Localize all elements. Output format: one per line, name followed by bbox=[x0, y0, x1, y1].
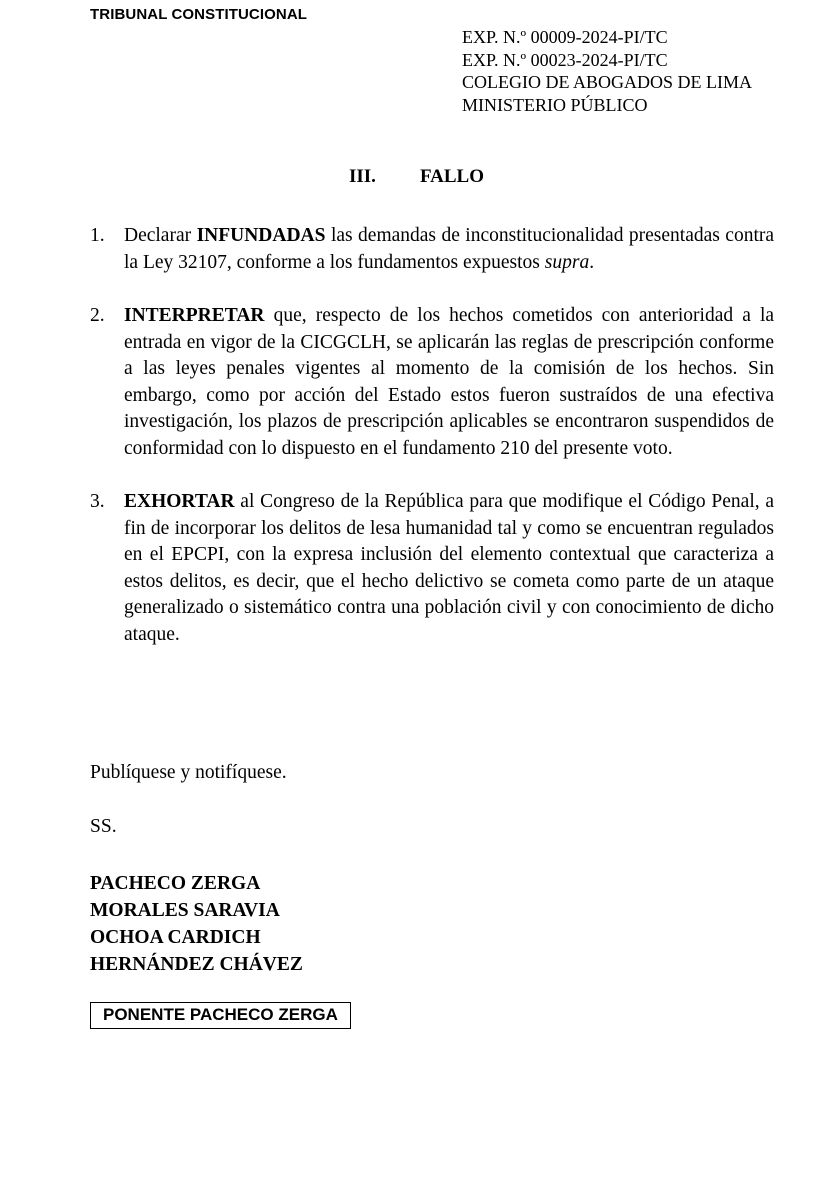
ruling-item bbox=[90, 489, 774, 648]
ruling-item-keyword: INFUNDADAS bbox=[196, 225, 326, 246]
signatures-abbrev: SS. bbox=[90, 816, 117, 837]
ruling-item-italic: supra bbox=[544, 251, 590, 273]
court-name: TRIBUNAL CONSTITUCIONAL bbox=[90, 6, 308, 23]
case-ref-line: MINISTERIO PÚBLICO bbox=[462, 94, 648, 115]
case-ref-line: EXP. N.º 00009-2024-PI/TC bbox=[462, 27, 668, 47]
judge-name: OCHOA CARDICH bbox=[90, 927, 261, 948]
case-references bbox=[462, 26, 752, 116]
judge-name: PACHECO ZERGA bbox=[90, 873, 261, 894]
section-number: III. bbox=[349, 166, 376, 187]
case-ref-line: EXP. N.º 00023-2024-PI/TC bbox=[462, 49, 668, 70]
closing-formula: Publíquese y notifíquese. bbox=[90, 762, 287, 783]
ruling-item-text: las demandas de inconstitucionalidad presentadas contra la Ley 32107, conforme a los fundamentos expuestos bbox=[124, 225, 775, 273]
ruling-item-number: 3. bbox=[90, 491, 105, 512]
ruling-item-keyword: EXHORTAR bbox=[124, 491, 235, 512]
ruling-item-number: 2. bbox=[90, 305, 105, 326]
judge-name: MORALES SARAVIA bbox=[90, 900, 280, 921]
rapporteur-box: PONENTE PACHECO ZERGA bbox=[90, 1002, 351, 1029]
section-title: FALLO bbox=[419, 166, 484, 187]
ruling-item-text: que, respecto de los hechos cometidos con anterioridad a la entrada en vigor de la CICGCLH, se aplicarán las reglas de prescripción conforme a las leyes penales vigentes al momento de la comisión de los hechos. Sin embargo, como por acción del Estado estos fueron sustraídos de una efectiva investigación, los plazos de prescripción aplicables se encontraron suspendidos de conformidad con lo dispuesto en el fundamento 210 del presente voto. bbox=[124, 305, 775, 459]
ruling-item bbox=[90, 303, 774, 462]
ruling-item-number: 1. bbox=[90, 225, 105, 246]
judge-name: HERNÁNDEZ CHÁVEZ bbox=[90, 954, 303, 975]
ruling-item-keyword: INTERPRETAR bbox=[124, 305, 265, 326]
ruling-list bbox=[90, 223, 774, 675]
section-heading bbox=[0, 166, 833, 188]
case-ref-line: COLEGIO DE ABOGADOS DE LIMA bbox=[462, 72, 752, 92]
ruling-item-lead: Declarar bbox=[124, 225, 192, 246]
judges-list bbox=[90, 870, 303, 978]
ruling-item-text: al Congreso de la República para que modifique el Código Penal, a fin de incorporar los delitos de lesa humanidad tal y como se encuentran regulados en el EPCPI, con la expresa inclusión del elemento contextual que caracteriza a estos delitos, es decir, que el hecho delictivo se cometa como parte de un ataque generalizado o sistemático contra una población civil y con conocimiento de dicho ataque. bbox=[124, 491, 775, 645]
ruling-item-tail: . bbox=[589, 251, 595, 273]
ruling-item bbox=[90, 223, 774, 276]
